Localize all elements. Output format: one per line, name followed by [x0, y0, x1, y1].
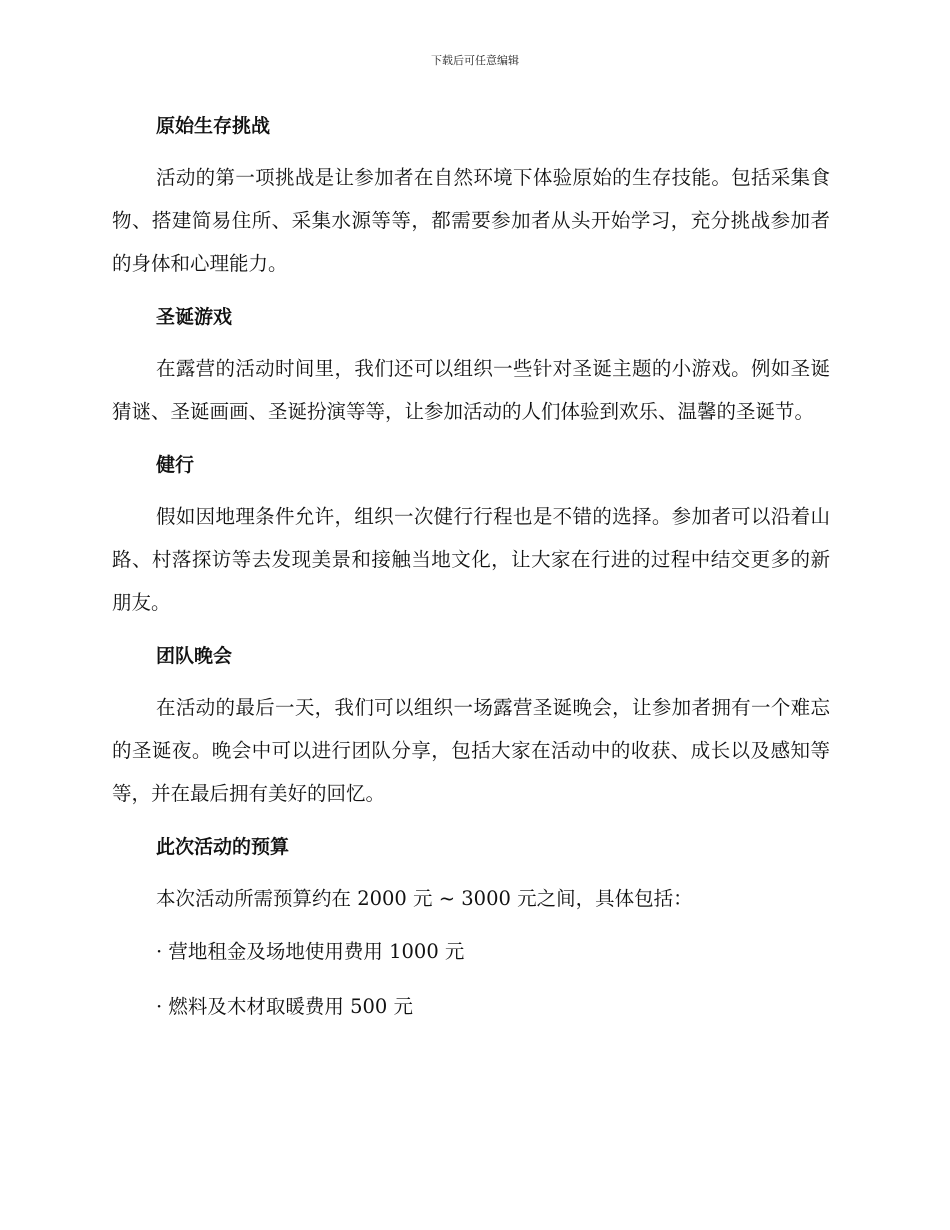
budget-list-item: · 燃料及木材取暖费用 500 元: [156, 995, 414, 1018]
section-paragraph: 在露营的活动时间里，我们还可以组织一些针对圣诞主题的小游戏。例如圣诞猜谜、圣诞画画、圣诞扮演等等，让参加活动的人们体验到欢乐、温馨的圣诞节。: [112, 357, 830, 423]
section-heading: 团队晚会: [156, 645, 233, 667]
section-paragraph: 在活动的最后一天，我们可以组织一场露营圣诞晚会，让参加者拥有一个难忘的圣诞夜。晚会中可以进行团队分享，包括大家在活动中的收获、成长以及感知等等，并在最后拥有美好的回忆。: [112, 696, 830, 805]
section-christmas-games: [112, 295, 830, 433]
section-heading: 圣诞游戏: [156, 306, 233, 328]
section-budget: [112, 825, 830, 1028]
section-hiking: [112, 443, 830, 624]
section-heading: 原始生存挑战: [156, 115, 271, 137]
section-team-party: [112, 634, 830, 815]
section-paragraph: 假如因地理条件允许，组织一次健行行程也是不错的选择。参加者可以沿着山路、村落探访等去发现美景和接触当地文化，让大家在行进的过程中结交更多的新朋友。: [112, 505, 830, 614]
page-header: 下载后可任意编辑: [431, 54, 519, 67]
document-body: [112, 104, 830, 1040]
section-heading: 健行: [156, 454, 195, 476]
section-paragraph: 本次活动所需预算约在 2000 元 ~ 3000 元之间，具体包括：: [156, 887, 693, 910]
section-paragraph: 活动的第一项挑战是让参加者在自然环境下体验原始的生存技能。包括采集食物、搭建简易住所、采集水源等等，都需要参加者从头开始学习，充分挑战参加者的身体和心理能力。: [112, 166, 830, 275]
section-heading: 此次活动的预算: [156, 836, 290, 858]
section-survival: [112, 104, 830, 285]
budget-list-item: · 营地租金及场地使用费用 1000 元: [156, 940, 465, 963]
